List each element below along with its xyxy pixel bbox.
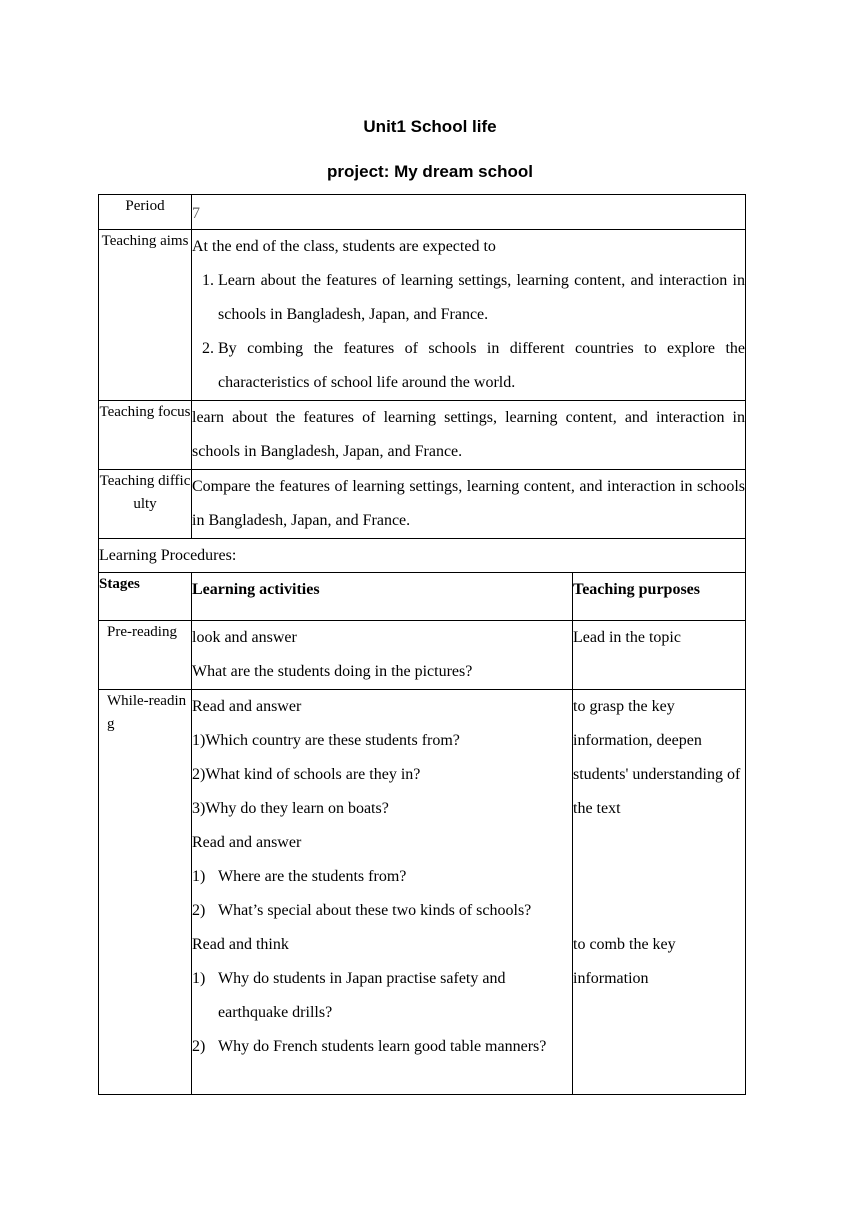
aims-intro: At the end of the class, students are expected to	[192, 238, 496, 255]
document-subtitle: project: My dream school	[327, 162, 533, 181]
procedures-row	[99, 539, 746, 573]
aims-item: 1. Learn about the features of learning settings, learning content, and interaction in schools in Bangladesh, Japan, and France.	[218, 264, 745, 332]
activity-question: 2)What kind of schools are they in?	[192, 766, 421, 783]
question-text: Where are the students from?	[218, 868, 407, 885]
aims-item: 2. By combing the features of schools in different countries to explore the characteristics of school life around the world.	[218, 332, 745, 400]
while-reading-stage: While-reading	[99, 690, 192, 1095]
focus-label: Teaching focus	[99, 401, 192, 470]
pre-reading-purpose: Lead in the topic	[573, 621, 746, 690]
focus-text: learn about the features of learning settings, learning content, and interaction in schools in Bangladesh, Japan, and France.	[192, 401, 746, 470]
aims-list	[192, 264, 745, 400]
question-text: What’s special about these two kinds of schools?	[218, 902, 532, 919]
question-text: Why do students in Japan practise safety and earthquake drills?	[218, 970, 506, 1021]
while-reading-row	[99, 690, 746, 1095]
difficulty-text: Compare the features of learning settings, learning content, and interaction in schools in Bangladesh, Japan, and France.	[192, 470, 746, 539]
lesson-plan-table	[98, 194, 746, 1095]
stages-header: Stages	[99, 573, 192, 621]
procedures-label: Learning Procedures:	[99, 539, 746, 573]
aims-label: Teaching aims	[99, 230, 192, 401]
purposes-header: Teaching purposes	[573, 573, 746, 621]
activity-question: 1) Where are the students from?	[192, 860, 572, 894]
activity-title: Read and think	[192, 936, 289, 953]
purpose-text: to grasp the key information, deepen students' understanding of the text	[573, 698, 741, 817]
aims-content	[192, 230, 746, 401]
aims-row	[99, 230, 746, 401]
pre-reading-activities	[192, 621, 573, 690]
activity-title: Read and answer	[192, 834, 302, 851]
period-row	[99, 195, 746, 230]
period-label: Period	[99, 195, 192, 230]
activity-title: Read and answer	[192, 698, 302, 715]
question-text: Why do French students learn good table manners?	[218, 1038, 547, 1055]
document-title: Unit1 School life	[363, 117, 497, 136]
while-reading-activities	[192, 690, 573, 1095]
activities-header: Learning activities	[192, 573, 573, 621]
activity-question: 1) Why do students in Japan practise safety and earthquake drills?	[192, 962, 572, 1030]
activity-line: What are the students doing in the pictures?	[192, 663, 473, 680]
procedures-header-row	[99, 573, 746, 621]
activity-question: 1)Which country are these students from?	[192, 732, 460, 749]
purpose-text: to comb the key information	[573, 936, 676, 987]
activity-question: 2) Why do French students learn good table manners?	[192, 1030, 572, 1064]
difficulty-row	[99, 470, 746, 539]
activity-question: 3)Why do they learn on boats?	[192, 800, 389, 817]
activity-question: 2) What’s special about these two kinds of schools?	[192, 894, 572, 928]
pre-reading-stage: Pre-reading	[99, 621, 192, 690]
period-value: 7	[192, 195, 746, 230]
difficulty-label: Teaching difficulty	[99, 470, 192, 539]
while-reading-purposes	[573, 690, 746, 1095]
pre-reading-row	[99, 621, 746, 690]
focus-row	[99, 401, 746, 470]
activity-line: look and answer	[192, 629, 297, 646]
purpose-spacer	[573, 826, 745, 928]
